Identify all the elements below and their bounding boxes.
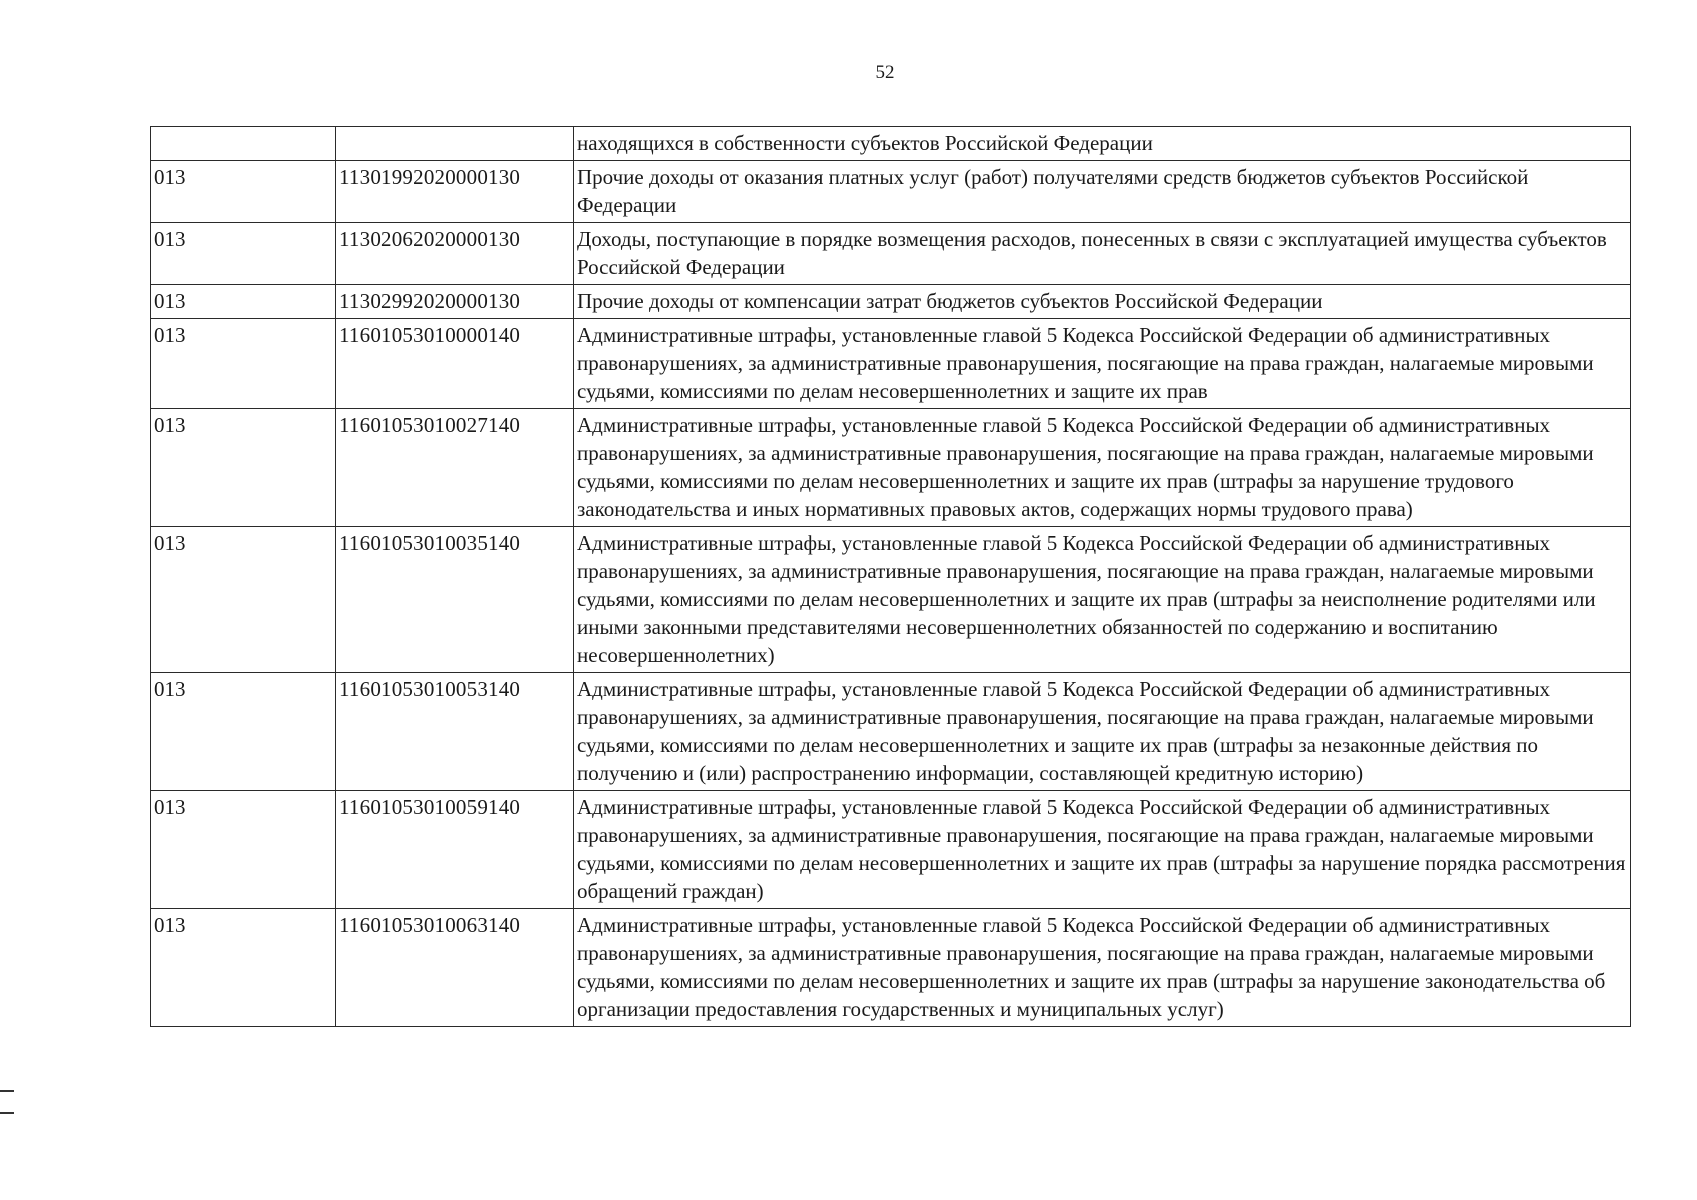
income-name-cell: Прочие доходы от компенсации затрат бюджетов субъектов Российской Федерации xyxy=(574,285,1631,319)
income-name-cell: Административные штрафы, установленные главой 5 Кодекса Российской Федерации об административных правонарушениях, за административные правонарушения, посягающие на права граждан, налагаемые мировыми судьями, комиссиями по делам несовершеннолетних и защите их прав xyxy=(574,319,1631,409)
table-row xyxy=(151,909,1631,1027)
admin-code-cell: 013 xyxy=(151,791,336,909)
table-row xyxy=(151,409,1631,527)
table-row xyxy=(151,791,1631,909)
budget-code-cell: 11601053010035140 xyxy=(336,527,574,673)
margin-mark xyxy=(0,1090,14,1092)
page-number: 52 xyxy=(875,62,895,83)
table-row xyxy=(151,319,1631,409)
budget-code-cell: 11601053010059140 xyxy=(336,791,574,909)
budget-code-cell: 11301992020000130 xyxy=(336,161,574,223)
budget-code-cell xyxy=(336,127,574,161)
income-name-cell: Административные штрафы, установленные главой 5 Кодекса Российской Федерации об административных правонарушениях, за административные правонарушения, посягающие на права граждан, налагаемые мировыми судьями, комиссиями по делам несовершеннолетних и защите их прав (штрафы за нарушение трудового законодательства и иных нормативных правовых актов, содержащих нормы трудового права) xyxy=(574,409,1631,527)
table-row xyxy=(151,285,1631,319)
table-row xyxy=(151,527,1631,673)
income-name-cell: Административные штрафы, установленные главой 5 Кодекса Российской Федерации об административных правонарушениях, за административные правонарушения, посягающие на права граждан, налагаемые мировыми судьями, комиссиями по делам несовершеннолетних и защите их прав (штрафы за незаконные действия по получению и (или) распространению информации, составляющей кредитную историю) xyxy=(574,673,1631,791)
table-row xyxy=(151,223,1631,285)
margin-mark xyxy=(0,1112,14,1114)
table-row xyxy=(151,127,1631,161)
table-row xyxy=(151,673,1631,791)
admin-code-cell: 013 xyxy=(151,223,336,285)
budget-code-cell: 11601053010063140 xyxy=(336,909,574,1027)
budget-code-cell: 11601053010027140 xyxy=(336,409,574,527)
admin-code-cell: 013 xyxy=(151,673,336,791)
income-name-cell: Прочие доходы от оказания платных услуг (работ) получателями средств бюджетов субъектов Российской Федерации xyxy=(574,161,1631,223)
admin-code-cell: 013 xyxy=(151,161,336,223)
admin-code-cell: 013 xyxy=(151,527,336,673)
budget-code-cell: 11601053010000140 xyxy=(336,319,574,409)
income-name-cell: находящихся в собственности субъектов Российской Федерации xyxy=(574,127,1631,161)
admin-code-cell: 013 xyxy=(151,285,336,319)
admin-code-cell: 013 xyxy=(151,319,336,409)
admin-code-cell xyxy=(151,127,336,161)
budget-code-cell: 11302062020000130 xyxy=(336,223,574,285)
admin-code-cell: 013 xyxy=(151,909,336,1027)
budget-code-cell: 11601053010053140 xyxy=(336,673,574,791)
income-name-cell: Административные штрафы, установленные главой 5 Кодекса Российской Федерации об административных правонарушениях, за административные правонарушения, посягающие на права граждан, налагаемые мировыми судьями, комиссиями по делам несовершеннолетних и защите их прав (штрафы за нарушение законодательства об организации предоставления государственных и муниципальных услуг) xyxy=(574,909,1631,1027)
table-row xyxy=(151,161,1631,223)
income-name-cell: Доходы, поступающие в порядке возмещения расходов, понесенных в связи с эксплуатацией имущества субъектов Российской Федерации xyxy=(574,223,1631,285)
admin-code-cell: 013 xyxy=(151,409,336,527)
revenue-codes-table xyxy=(150,126,1631,1027)
table-body xyxy=(151,127,1631,1027)
budget-code-cell: 11302992020000130 xyxy=(336,285,574,319)
income-name-cell: Административные штрафы, установленные главой 5 Кодекса Российской Федерации об административных правонарушениях, за административные правонарушения, посягающие на права граждан, налагаемые мировыми судьями, комиссиями по делам несовершеннолетних и защите их прав (штрафы за неисполнение родителями или иными законными представителями несовершеннолетних обязанностей по содержанию и воспитанию несовершеннолетних) xyxy=(574,527,1631,673)
income-name-cell: Административные штрафы, установленные главой 5 Кодекса Российской Федерации об административных правонарушениях, за административные правонарушения, посягающие на права граждан, налагаемые мировыми судьями, комиссиями по делам несовершеннолетних и защите их прав (штрафы за нарушение порядка рассмотрения обращений граждан) xyxy=(574,791,1631,909)
